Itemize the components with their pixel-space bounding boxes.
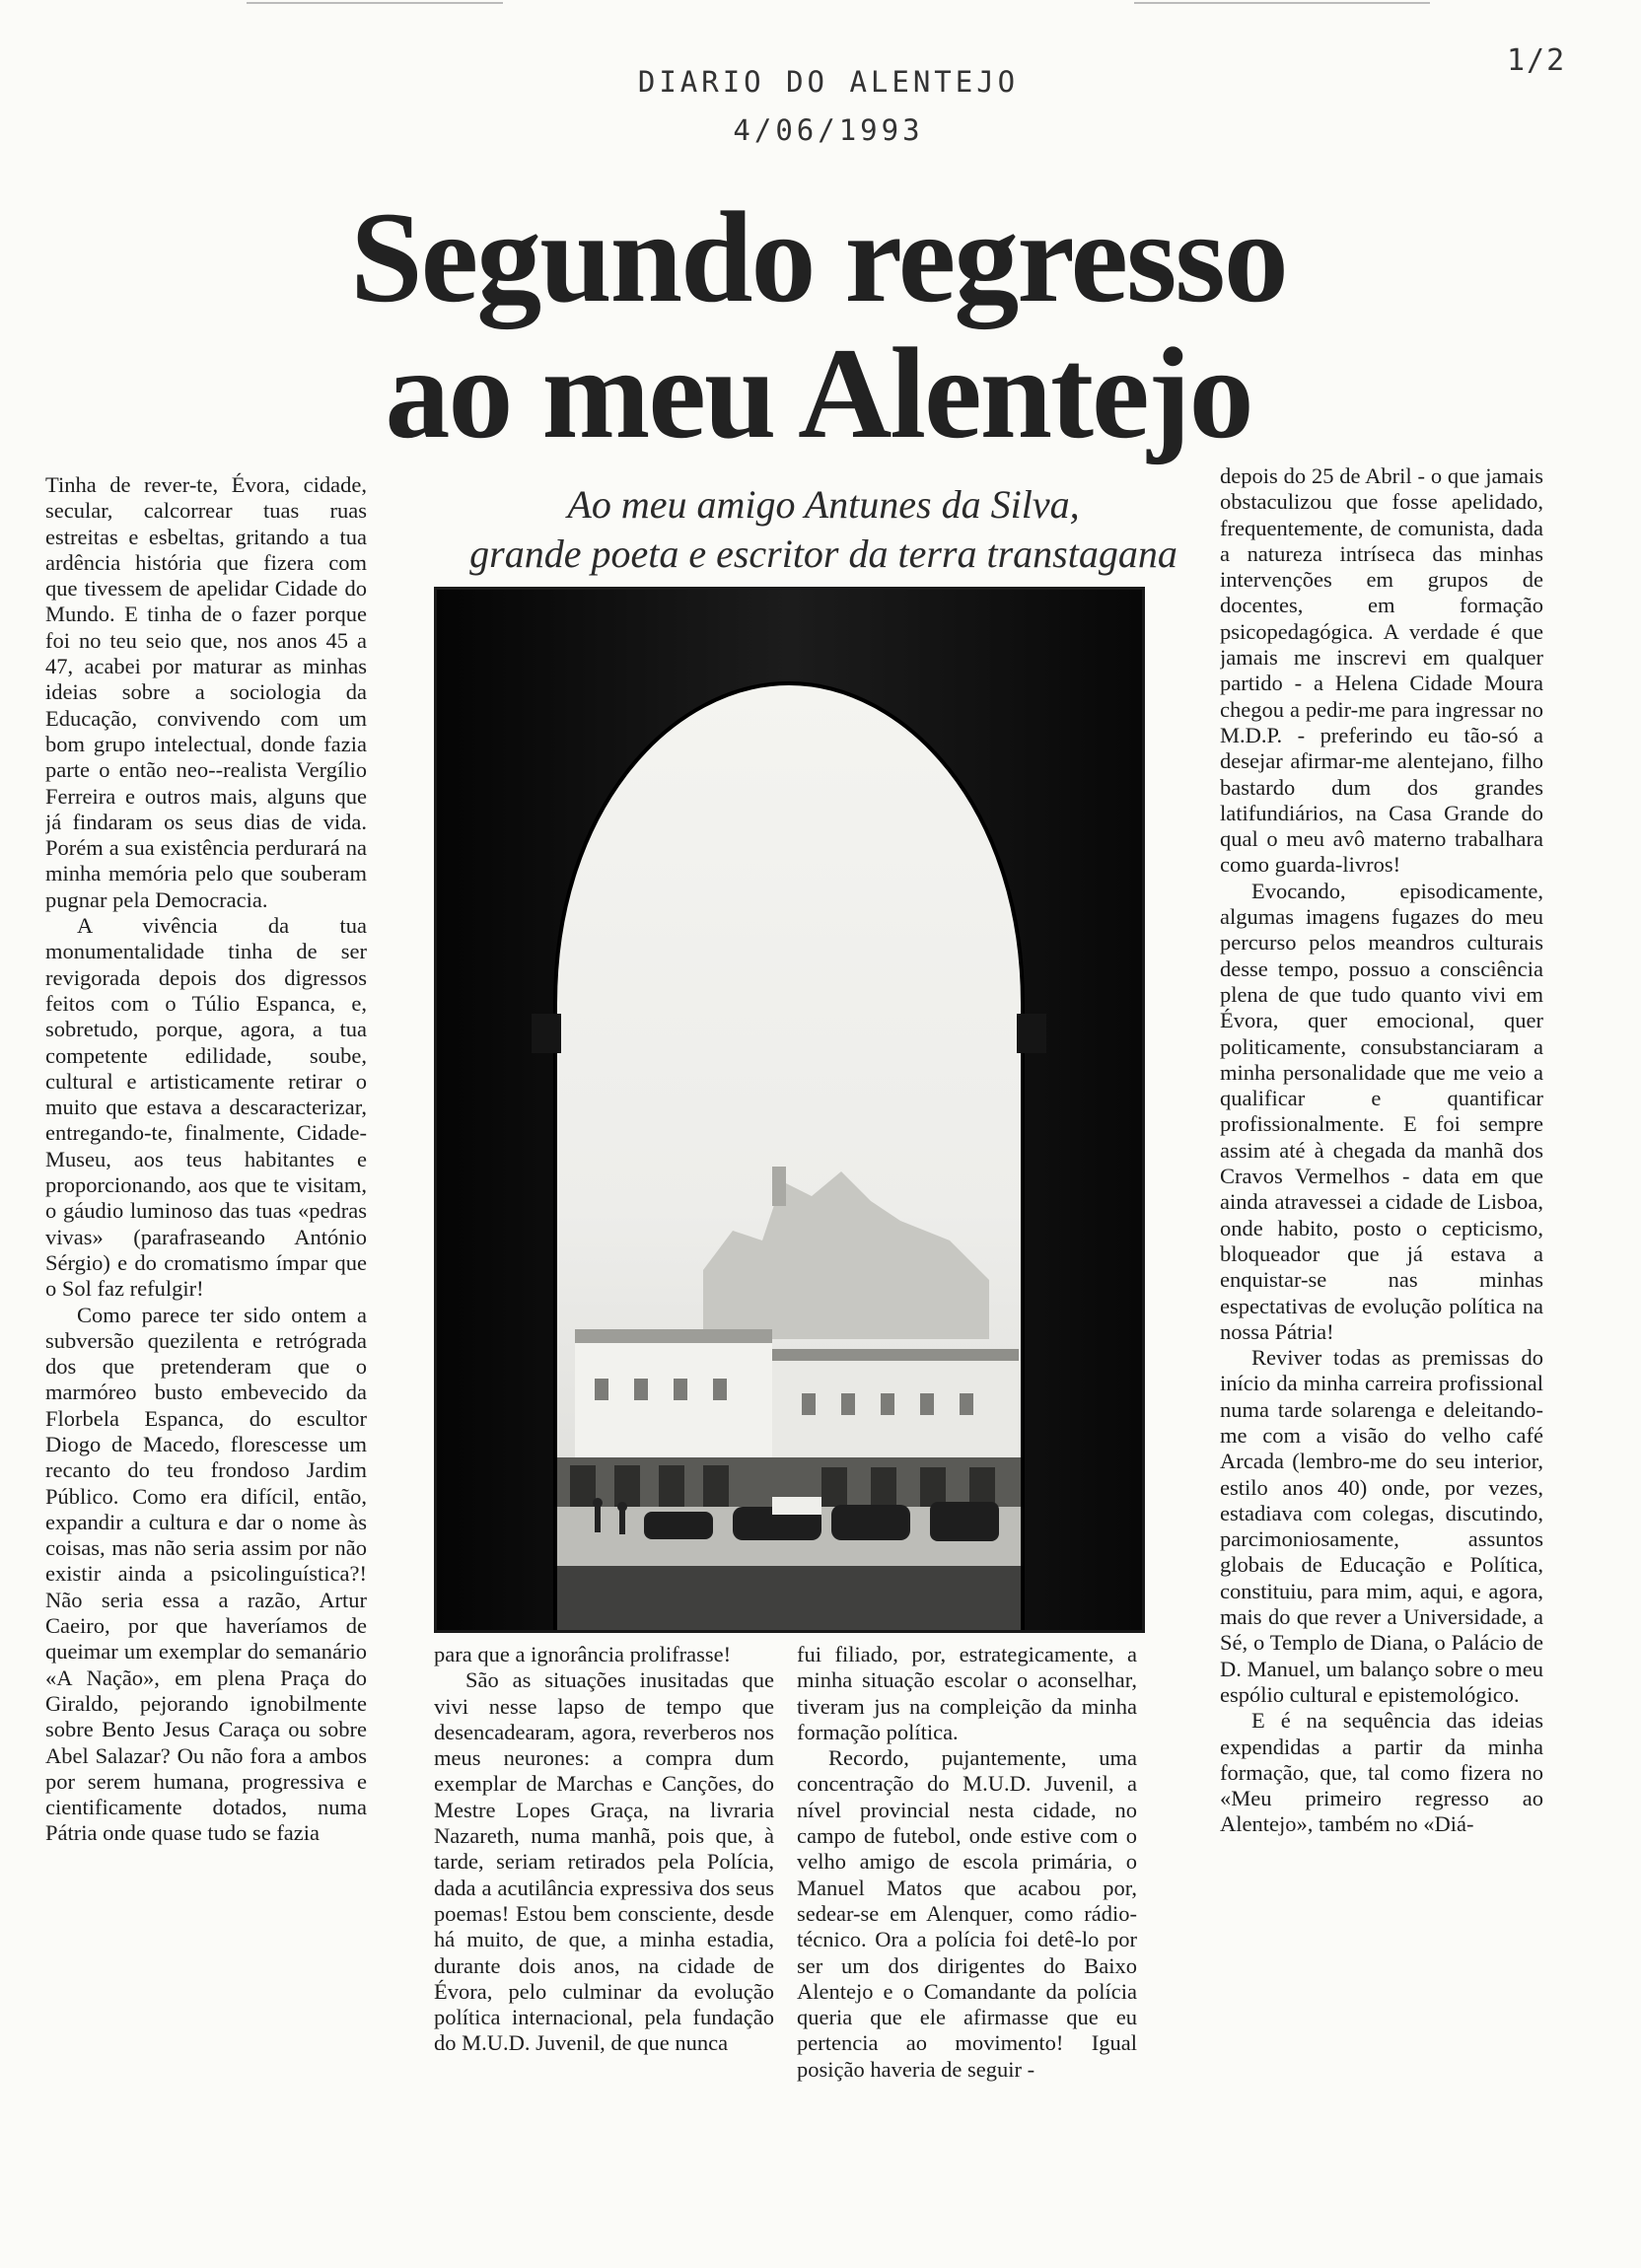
paragraph: São as situações inusitadas que vivi nesse lapso de tempo que desencadearam, agora, reverberos nos meus neurones: a compra dum exemplar de Marchas e Canções, do Mestre Lopes Graça, na livraria Nazareth, numa manhã, pois que, à tarde, seriam retirados pela Polícia, dada a acutilância expressiva dos seus poemas! Estou bem consciente, desde há muito, de que, a minha estadia, durante dois anos, na cidade de Évora, pelo culminar da evolução política internacional, pela fundação do M.U.D. Juvenil, de que nunca (434, 1667, 774, 2056)
article-column-1 (45, 472, 367, 2247)
scan-edge-mark (1134, 2, 1430, 4)
page-number: 1/2 (1507, 43, 1567, 78)
paragraph: Evocando, episodicamente, algumas imagens fugazes do meu percurso pelos meandros culturais desse tempo, possuo a consciência plena de que tudo quanto vivi em Évora, quer emocional, quer politicamente, consubstanciaram a minha personalidade que me veio a qualificar e quantificar profissionalmente. E foi sempre assim até à chegada da manhã dos Cravos Vermelhos - data em que ainda atravessei a cidade de Lisboa, onde habito, posto o cepticismo, bloqueador que já estava a enquistar-se nas minhas espectativas de evolução política na nossa Pátria! (1220, 878, 1543, 1344)
headline-line-2: ao meu Alentejo (385, 320, 1252, 465)
paragraph: Recordo, pujantemente, uma concentração do M.U.D. Juvenil, a nível provincial nesta cidade, no campo de futebol, onde estive com o velho amigo de escola primária, o Manuel Matos que acabou por, sedear-se em Alenquer, como rádio-técnico. Ora a polícia foi detê-lo por ser um dos dirigentes do Baixo Alentejo e o Comandante da polícia queria que ele afirmasse que eu pertencia ao movimento! Igual posição haveria de seguir - (797, 1745, 1137, 2082)
headline (325, 184, 1312, 465)
paragraph: depois do 25 de Abril - o que jamais obstaculizou que fosse apelidado, frequentemente, de comunista, dada a natureza intríseca das minhas intervenções em grupos de docentes, em formação psicopedagógica. A verdade é que jamais me inscrevi em qualquer partido - a Helena Cidade Moura chegou a pedir-me para ingressar no M.D.P. - preferindo eu tão-só a desejar afirmar-me alentejano, filho bastardo dum dos grandes latifundiários, na Casa Grande do qual o meu avô materno trabalhara como guarda-livros! (1220, 463, 1543, 878)
article-column-3 (797, 1642, 1137, 2233)
article-photo (434, 587, 1145, 1633)
publication-date: 4/06/1993 (733, 113, 924, 147)
paragraph: Como parece ter sido ontem a subversão quezilenta e retrógrada dos que pretenderam que o marmóreo busto embevecido da Florbela Espanca, do escultor Diogo de Macedo, florescesse um recanto do teu frondoso Jardim Público. Como era difícil, então, expandir a cultura e dar o nome às coisas, mas não seria assim por não existir ainda a psicolinguística?! Não seria essa a razão, Artur Caeiro, por que haveríamos de queimar um exemplar do semanário «A Nação», em plena Praça do Giraldo, pejorando ignobilmente sobre Bento Jesus Caraça ou sobre Abel Salazar? Ou não fora a ambos por serem humana, progressiva e cientificamente dotados, numa Pátria onde quase tudo se fazia (45, 1302, 367, 1846)
paragraph: para que a ignorância prolifrasse! (434, 1642, 732, 1666)
article-column-2 (434, 1642, 774, 2233)
paragraph: Reviver todas as premissas do início da minha carreira profissional numa tarde solarenga e deleitando-me com a visão do velho café Arcada (lembro-me do seu interior, estilo anos 40) onde, por vezes, estadiava com colegas, discutindo, parcimoniosamente, assuntos globais de Educação e Política, constituiu, para mim, aqui, e agora, mais do que rever a Universidade, a Sé, o Templo de Diana, o Palácio de D. Manuel, um balanço sobre o meu espólio cultural e epistemológico. (1220, 1345, 1543, 1707)
dedication (434, 480, 1213, 579)
paragraph: E é na sequência das ideias expendidas a partir da minha formação, que, tal como fizera no «Meu primeiro regresso ao Alentejo», também no «Diá- (1220, 1708, 1543, 1837)
scan-edge-mark (247, 2, 503, 4)
dedication-line-2: grande poeta e escritor da terra transtagana (469, 532, 1177, 576)
headline-line-1: Segundo regresso (350, 184, 1287, 329)
article-column-4 (1220, 463, 1543, 2229)
dedication-line-1: Ao meu amigo Antunes da Silva, (567, 482, 1080, 527)
paragraph: Tinha de rever-te, Évora, cidade, secular, calcorrear tuas ruas estreitas e esbeltas, gritando a tua ardência história que fizera com que tivessem de apelidar Cidade do Mundo. E tinha de o fazer porque foi no teu seio que, nos anos 45 a 47, acabei por maturar as minhas ideias sobre a sociologia da Educação, convivendo com um bom grupo intelectual, donde fazia parte o então neo--realista Vergílio Ferreira e outros mais, alguns que já findaram os seus dias de vida. Porém a sua existência perdurará na minha memória pelo que souberam pugnar pela Democracia. (45, 472, 367, 912)
newspaper-source: DIARIO DO ALENTEJO (637, 65, 1020, 99)
arch-photo-image (437, 590, 1142, 1630)
paragraph: fui filiado, por, estrategicamente, a minha situação escolar o aconselhar, tiveram jus na compleição da minha formação política. (797, 1642, 1137, 1744)
paragraph: A vivência da tua monumentalidade tinha de ser revigorada depois dos digressos feitos com o Túlio Espanca, e, sobretudo, porque, agora, a tua competente edilidade, soube, cultural e artisticamente retirar o muito que estava a descaracterizar, entregando-te, finalmente, Cidade-Museu, aos teus habitantes e proporcionando, aos que te visitam, o gáudio luminoso das tuas «pedras vivas» (parafraseando António Sérgio) e do cromatismo ímpar que o Sol faz refulgir! (45, 913, 367, 1302)
